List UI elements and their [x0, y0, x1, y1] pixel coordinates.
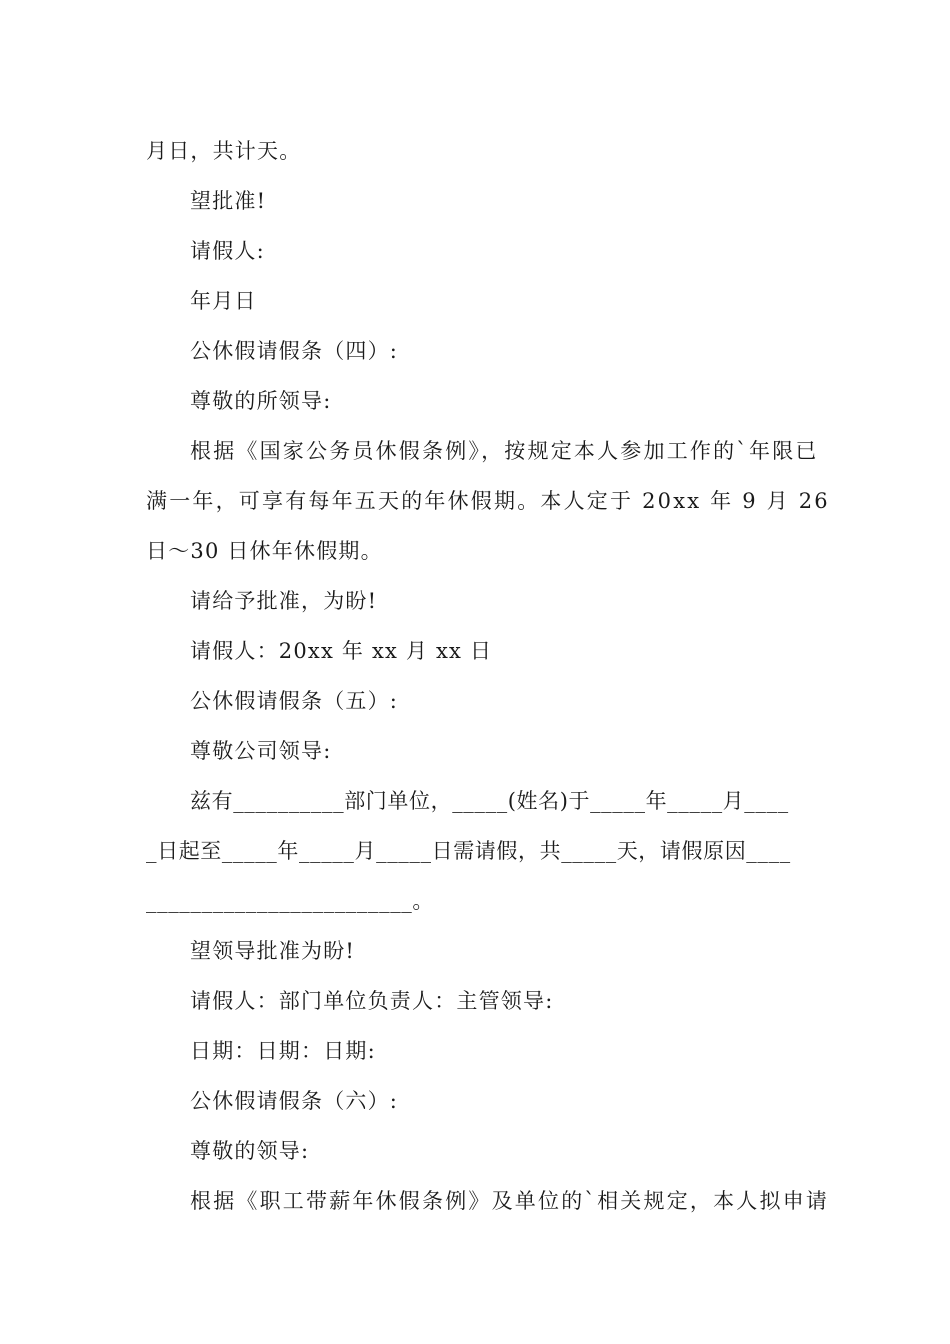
text-line: 请假人：部门单位负责人：主管领导:: [190, 989, 554, 1013]
text-line: _日起至_____年_____月_____日需请假，共_____天，请假原因____: [146, 839, 791, 863]
text-line: 日～30 日休年休假期。: [146, 539, 383, 563]
text-line: 日期：日期：日期:: [190, 1039, 376, 1063]
section-heading: 公休假请假条（六）:: [190, 1089, 399, 1113]
section-heading: 公休假请假条（五）:: [190, 689, 399, 713]
section-heading: 公休假请假条（四）:: [190, 339, 399, 363]
text-line: 兹有__________部门单位，_____(姓名)于_____年_____月____: [190, 789, 789, 813]
text-line: 满一年，可享有每年五天的年休假期。本人定于 20xx 年 9 月 26: [146, 489, 830, 513]
text-line: 月日，共计天。: [146, 139, 302, 163]
text-line: 请假人:: [190, 239, 265, 263]
text-line: 年月日: [190, 289, 257, 313]
text-line: 望领导批准为盼!: [190, 939, 356, 963]
text-line: 请假人：20xx 年 xx 月 xx 日: [190, 639, 493, 663]
text-line: 请给予批准，为盼!: [190, 589, 378, 613]
salutation: 尊敬的所领导:: [190, 389, 332, 413]
salutation: 尊敬的领导:: [190, 1139, 310, 1163]
text-line: ________________________。: [146, 889, 434, 913]
text-line: 根据《职工带薪年休假条例》及单位的`相关规定，本人拟申请: [190, 1189, 830, 1213]
salutation: 尊敬公司领导:: [190, 739, 332, 763]
text-line: 根据《国家公务员休假条例》，按规定本人参加工作的`年限已: [190, 439, 819, 463]
text-line: 望批准!: [190, 189, 267, 213]
